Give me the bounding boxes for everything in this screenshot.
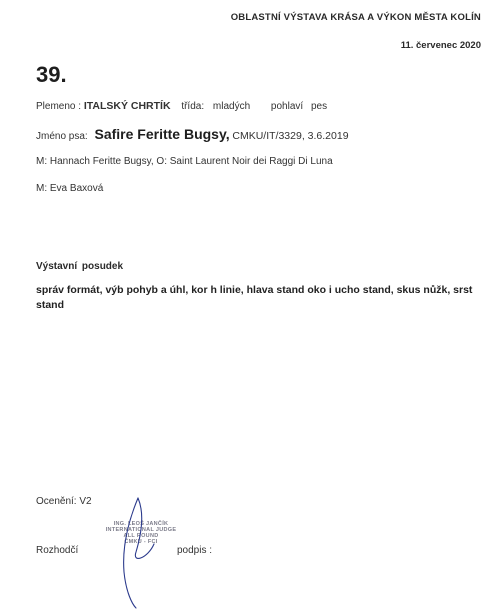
stamp-line: ING. LEOŠ JANČÍK (113, 521, 169, 527)
sex-label: pohlaví (270, 101, 304, 112)
catalog-number: 39. (36, 62, 67, 87)
sex-value: pes (310, 101, 328, 112)
breed-value: ITALSKÝ CHRTÍK (83, 100, 171, 112)
evaluation-heading: Výstavní posudek (36, 261, 124, 272)
class-value: mladých (212, 101, 251, 112)
parents-line: M: Hannach Feritte Bugsy, O: Saint Laurent Noir dei Raggi Di Luna (36, 156, 333, 167)
show-title: OBLASTNÍ VÝSTAVA KRÁSA A VÝKON MĚSTA KOLÍN (230, 12, 481, 23)
stamp-line: ALL ROUND (123, 533, 159, 539)
dog-name: Safire Feritte Bugsy, (94, 126, 230, 142)
judge-signature (108, 492, 168, 610)
owner-line: M: Eva Baxová (36, 183, 104, 194)
breed-row (36, 100, 327, 112)
rating: Ocenění: V2 (36, 496, 92, 507)
dog-name-row (36, 126, 349, 142)
class-label: třída: (181, 101, 205, 112)
judge-label: Rozhodčí (36, 545, 79, 556)
evaluation-text: správ formát, výb pohyb a úhl, kor h linie, hlava stand oko i ucho stand, skus nůžk, srst stand (36, 284, 473, 311)
stamp-line: INTERNATIONAL JUDGE (105, 527, 177, 533)
dog-registration: CMKU/IT/3329, 3.6.2019 (232, 130, 349, 142)
breed-label: Plemeno : (36, 101, 82, 112)
show-date: 11. červenec 2020 (400, 40, 481, 51)
signature-label: podpis : (177, 545, 213, 556)
stamp-line: ČMKU - FCI (124, 539, 158, 545)
dog-name-label: Jméno psa: (36, 131, 88, 142)
